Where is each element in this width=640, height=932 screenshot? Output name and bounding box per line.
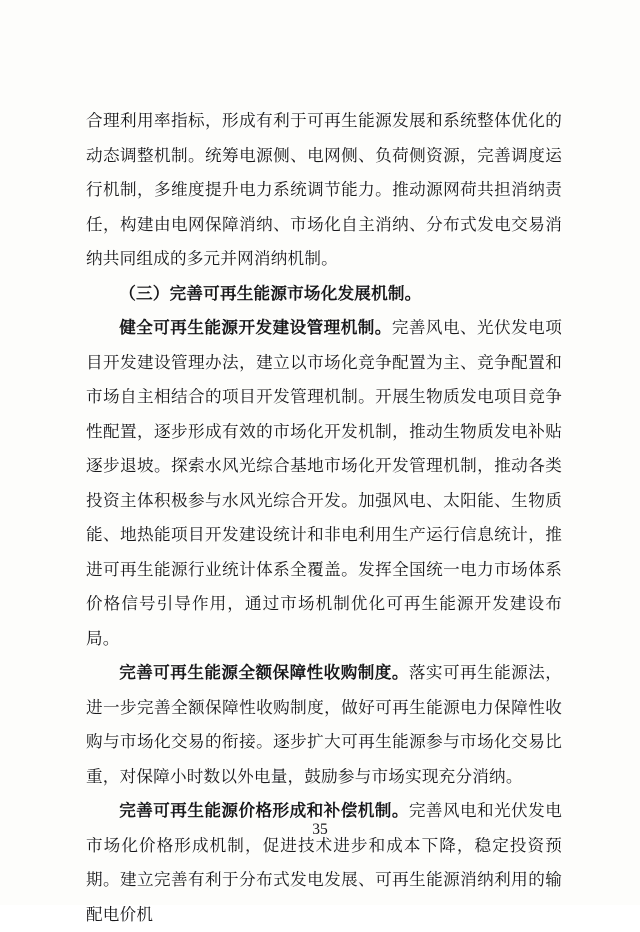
paragraph-continuation: 合理利用率指标，形成有利于可再生能源发展和系统整体优化的动态调整机制。统筹电源侧、电网侧、负荷侧资源，完善调度运行机制，多维度提升电力系统调节能力。推动源网荷共担消纳责任，构建由电网保障消纳、市场化自主消纳、分布式发电交易消纳共同组成的多元并网消纳机制。 (86, 111, 562, 268)
paragraph-development-management (86, 311, 562, 656)
paragraph-full-purchase-system (86, 656, 562, 794)
paragraph-bold-lead: 健全可再生能源开发建设管理机制。 (119, 318, 392, 337)
page-number: 35 (312, 821, 328, 838)
paragraph-price-formation (86, 794, 562, 932)
paragraph-bold-lead: 完善可再生能源价格形成和补偿机制。 (119, 801, 409, 820)
paragraph-bold-lead: 完善可再生能源全额保障性收购制度。 (119, 663, 409, 682)
paragraph-text: 落实可再生能源法，进一步完善全额保障性收购制度，做好可再生能源电力保障性收购与市场化交易的衔接。逐步扩大可再生能源参与市场化交易比重，对保障小时数以外电量，鼓励参与市场实现充分消纳。 (86, 663, 562, 786)
paragraph-text: 完善风电和光伏发电市场化价格形成机制，促进技术进步和成本下降，稳定投资预期。建立完善有利于分布式发电发展、可再生能源消纳利用的输配电价机 (86, 801, 562, 924)
section-heading: （三）完善可再生能源市场化发展机制。 (119, 283, 422, 303)
paragraph-text: 完善风电、光伏发电项目开发建设管理办法，建立以市场化竞争配置为主、竞争配置和市场自主相结合的项目开发管理机制。开展生物质发电项目竞争性配置，逐步形成有效的市场化开发机制，推动生物质发电补贴逐步退坡。探索水风光综合基地市场化开发管理机制，推动各类投资主体积极参与水风光综合开发。加强风电、太阳能、生物质能、地热能项目开发建设统计和非电利用生产运行信息统计，推进可再生能源行业统计体系全覆盖。发挥全国统一电力市场体系价格信号引导作用，通过市场机制优化可再生能源开发建设布局。 (86, 318, 563, 648)
page-body (86, 104, 562, 932)
